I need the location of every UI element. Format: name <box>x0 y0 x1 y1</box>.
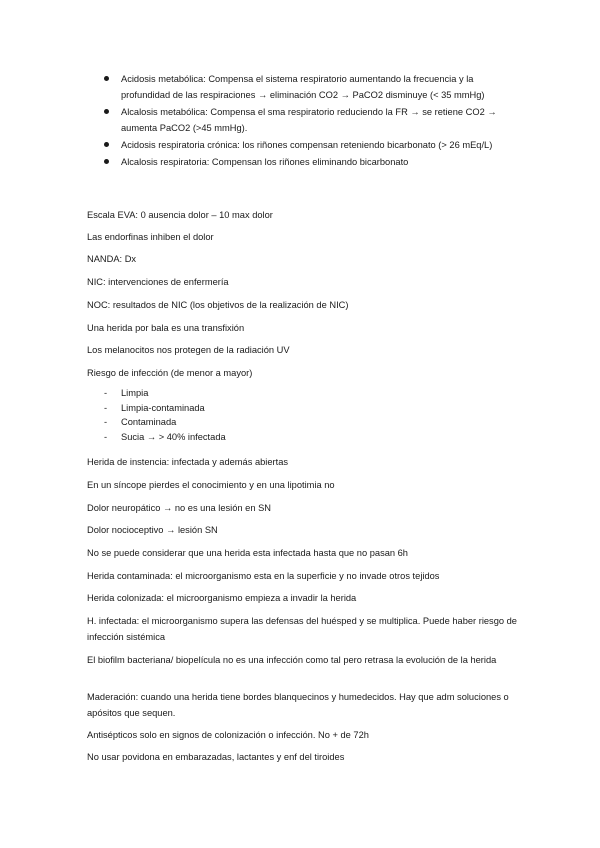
note-herida-infectada: H. infectada: el microorganismo supera las defensas del huésped y se multiplica. Puede haber riesgo de infección sistémica <box>87 616 517 642</box>
bullet-acidosis-metabolica: Acidosis metabólica: Compensa el sistema respiratorio aumentando la frecuencia y la profundidad de las respiraciones → eliminación CO2 → PaCO2 disminuye (< 35 mmHg) <box>104 71 524 103</box>
dash-item-limpia: - Limpia <box>104 386 226 401</box>
note-endorfinas: Las endorfinas inhiben el dolor <box>87 232 214 242</box>
dash-item-limpia-contaminada: - Limpia-contaminada <box>104 401 226 416</box>
riesgo-dash-list <box>104 386 226 444</box>
note-escala-eva: Escala EVA: 0 ausencia dolor – 10 max dolor <box>87 210 273 220</box>
note-herida-instancia: Herida de instencia: infectada y además abiertas <box>87 457 289 467</box>
acid-base-bullet-list <box>104 71 524 171</box>
note-melanocitos: Los melanocitos nos protegen de la radiación UV <box>87 345 290 355</box>
dash-item-contaminada: - Contaminada <box>104 415 226 430</box>
bullet-alcalosis-respiratoria: Alcalosis respiratoria: Compensan los riñones eliminando bicarbonato <box>104 154 524 170</box>
note-sincope: En un síncope pierdes el conocimiento y en una lipotimia no <box>87 480 335 490</box>
note-riesgo-infeccion: Riesgo de infección (de menor a mayor) <box>87 368 253 378</box>
bullet-acidosis-respiratoria: Acidosis respiratoria crónica: los riñones compensan reteniendo bicarbonato (> 26 mEq/L) <box>104 137 524 153</box>
note-herida-contaminada: Herida contaminada: el microorganismo esta en la superficie y no invade otros tejidos <box>87 571 440 581</box>
note-herida-colonizada: Herida colonizada: el microorganismo empieza a invadir la herida <box>87 593 357 603</box>
note-biofilm: El biofilm bacteriana/ biopelícula no es una infección como tal pero retrasa la evolución de la herida <box>87 655 497 665</box>
note-nanda: NANDA: Dx <box>87 254 137 264</box>
note-dolor-nociceptivo: Dolor nocioceptivo → lesión SN <box>87 525 218 535</box>
note-maceracion: Maderación: cuando una herida tiene bordes blanquecinos y humedecidos. Hay que adm soluciones o apósitos que sequen. <box>87 692 509 718</box>
note-nic: NIC: intervenciones de enfermería <box>87 277 229 287</box>
note-noc: NOC: resultados de NIC (los objetivos de la realización de NIC) <box>87 300 349 310</box>
note-seis-horas: No se puede considerar que una herida esta infectada hasta que no pasan 6h <box>87 548 408 558</box>
bullet-alcalosis-metabolica: Alcalosis metabólica: Compensa el sma respiratorio reduciendo la FR → se retiene CO2 → aumenta PaCO2 (>45 mmHg). <box>104 104 524 136</box>
note-herida-bala: Una herida por bala es una transfixión <box>87 323 245 333</box>
dash-item-sucia: - Sucia → > 40% infectada <box>104 430 226 445</box>
note-dolor-neuropatico: Dolor neuropático → no es una lesión en SN <box>87 503 271 513</box>
note-povidona: No usar povidona en embarazadas, lactantes y enf del tiroides <box>87 752 345 762</box>
note-antisepticos: Antisépticos solo en signos de colonización o infección. No + de 72h <box>87 730 369 740</box>
